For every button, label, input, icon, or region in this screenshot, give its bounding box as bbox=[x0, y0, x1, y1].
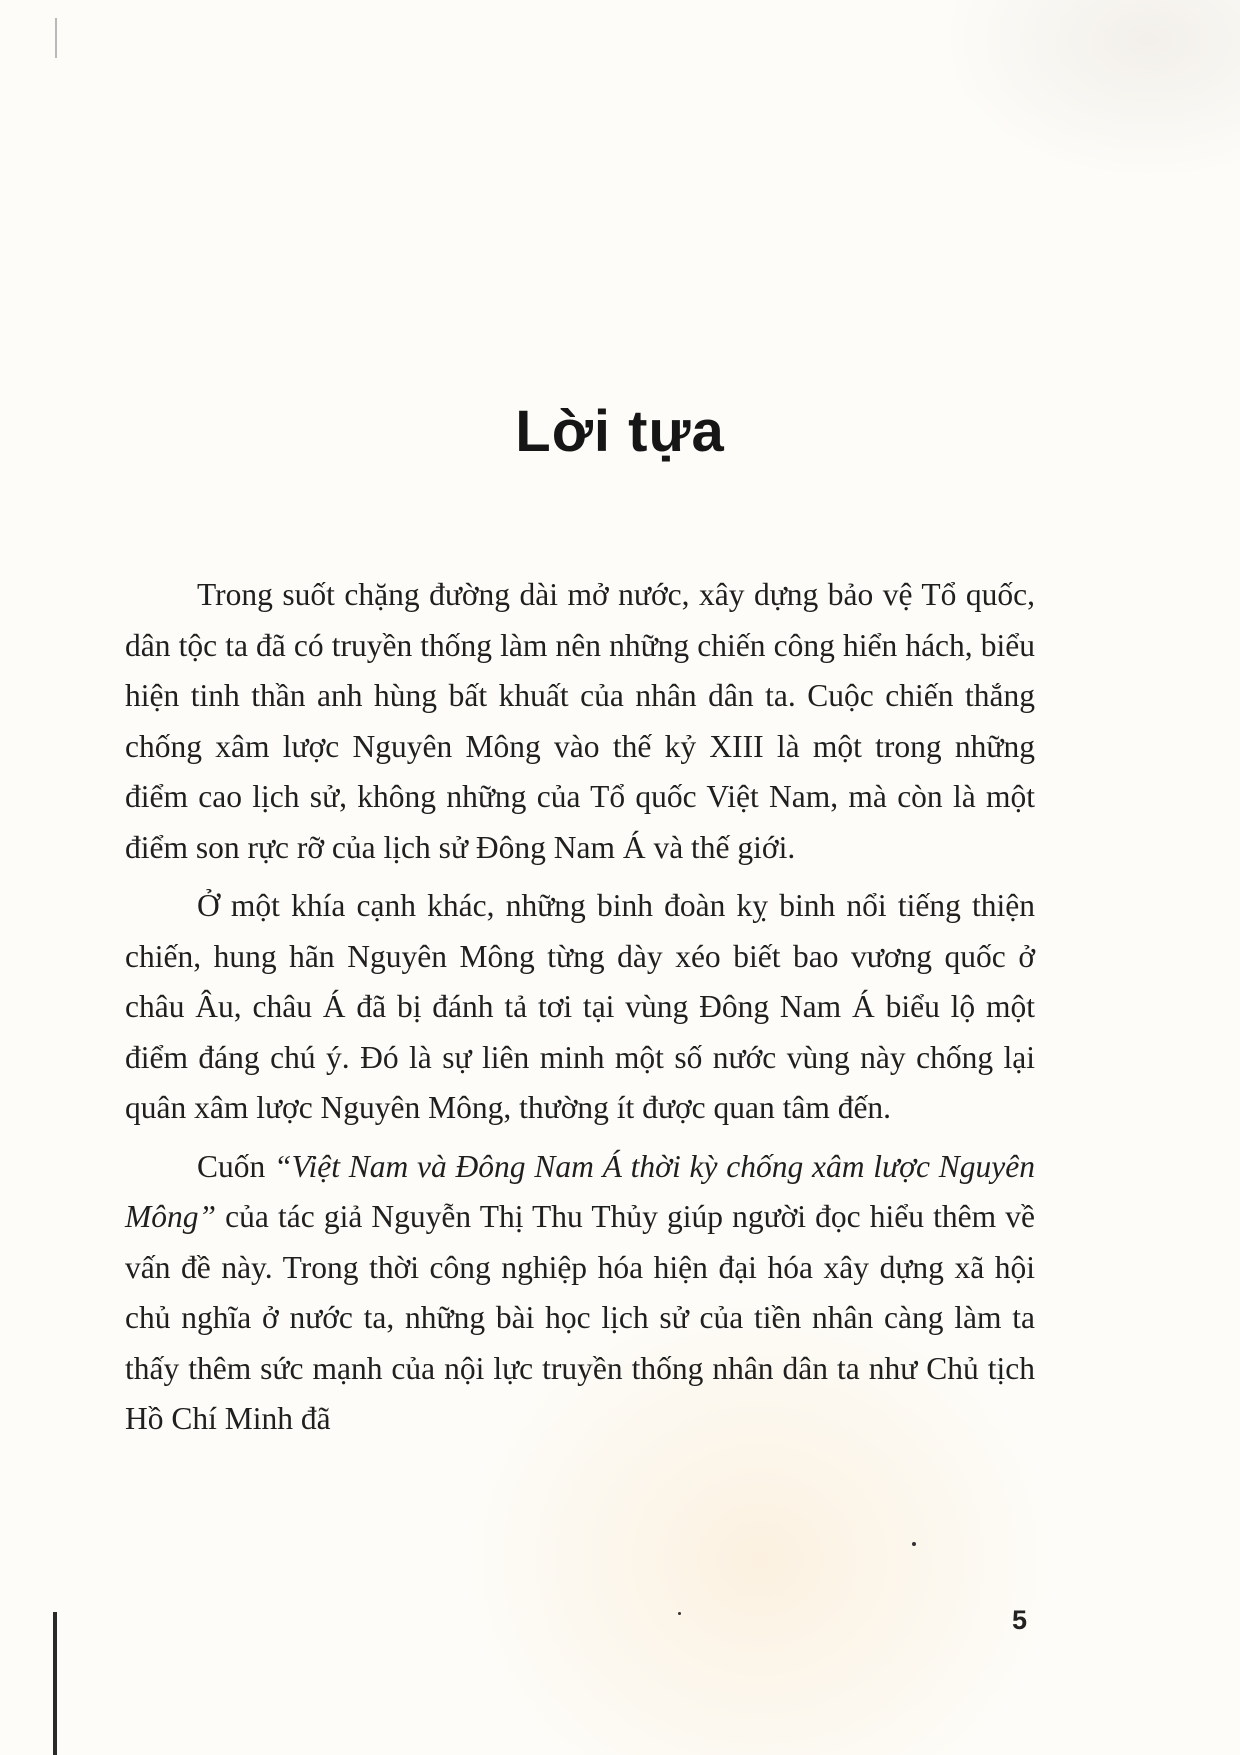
scan-edge-mark-top bbox=[55, 18, 57, 58]
page-number: 5 bbox=[1012, 1605, 1028, 1635]
paragraph-3-rest: của tác giả Nguyễn Thị Thu Thủy giúp người đọc hiểu thêm về vấn đề này. Trong thời công nghiệp hóa hiện đại hóa xây dựng xã hội chủ nghĩa ở nước ta, những bài học lịch sử của tiền nhân càng làm ta thấy thêm sức mạnh của nội lực truyền thống nhân dân ta như Chủ tịch Hồ Chí Minh đã bbox=[125, 1199, 1035, 1436]
body-text bbox=[125, 570, 1035, 1453]
paragraph-1: Trong suốt chặng đường dài mở nước, xây dựng bảo vệ Tổ quốc, dân tộc ta đã có truyền thống làm nên những chiến công hiển hách, biểu hiện tinh thần anh hùng bất khuất của nhân dân ta. Cuộc chiến thắng chống xâm lược Nguyên Mông vào thế kỷ XIII là một trong những điểm cao lịch sử, không những của Tổ quốc Việt Nam, mà còn là một điểm son rực rỡ của lịch sử Đông Nam Á và thế giới. bbox=[125, 577, 1035, 865]
scan-edge-mark-bottom bbox=[53, 1612, 57, 1755]
page-title: Lời tựa bbox=[515, 399, 725, 464]
scan-speck bbox=[678, 1612, 681, 1615]
paragraph-2: Ở một khía cạnh khác, những binh đoàn kỵ binh nổi tiếng thiện chiến, hung hãn Nguyên Mông từng dày xéo biết bao vương quốc ở châu Âu, châu Á đã bị đánh tả tơi tại vùng Đông Nam Á biểu lộ một điểm đáng chú ý. Đó là sự liên minh một số nước vùng này chống lại quân xâm lược Nguyên Mông, thường ít được quan tâm đến. bbox=[125, 888, 1035, 1125]
paragraph-3-prefix: Cuốn bbox=[197, 1148, 275, 1184]
scan-speck bbox=[912, 1542, 916, 1546]
book-title: “Việt Nam và Đông Nam Á thời kỳ chống xâm lược Nguyên Mông” bbox=[125, 1148, 1035, 1234]
paragraph-3 bbox=[125, 1142, 1035, 1445]
